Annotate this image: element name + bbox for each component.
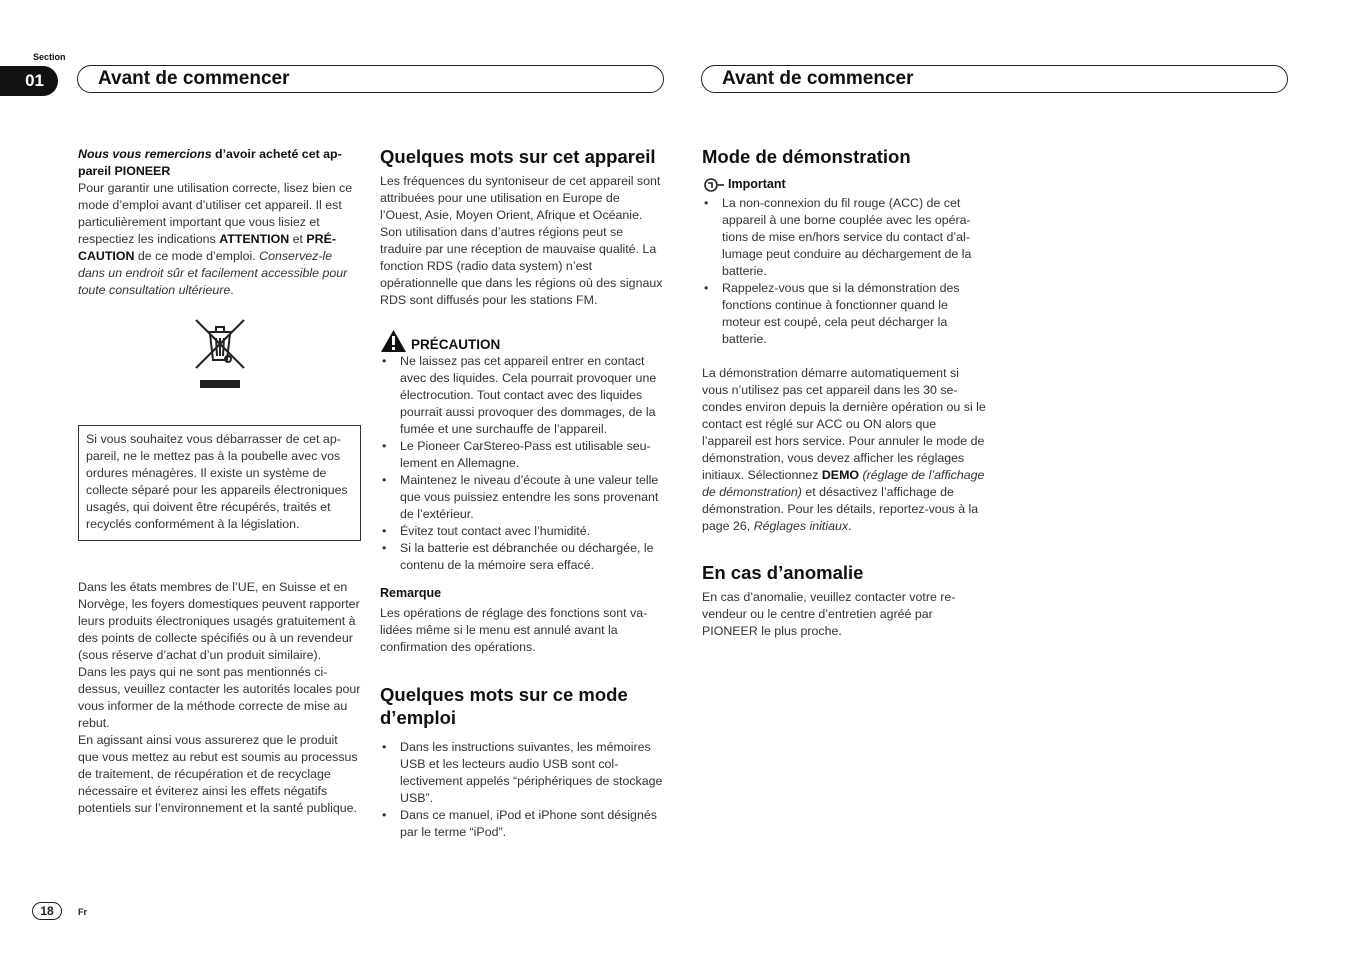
list-item: • Ne laissez pas cet appareil entrer en contact avec des liquides. Cela pourrait provoquer une électrocution. Tout contact avec des liquides pourrait aussi provoquer des dommages, de la fumée et une surchauffe de l’appareil.: [380, 353, 663, 438]
heading-demonstration: Mode de démonstration: [702, 146, 911, 167]
section-label: Section: [33, 52, 66, 62]
heading-mode-emploi: Quelques mots sur ce mode d’emploi: [380, 684, 628, 728]
header-right: Avant de commencer: [701, 65, 1288, 93]
header-left: Avant de commencer: [77, 65, 664, 93]
important-list: [702, 195, 987, 348]
heading-appareil: Quelques mots sur cet appareil: [380, 146, 656, 167]
anomaly-paragraph: En cas d’anomalie, veuillez contacter votre revendeur ou le centre d’entretien agréé par PIONEER le plus proche.: [702, 590, 956, 638]
list-item: • Rappelez-vous que si la démonstration des fonctions continue à fonctionner quand le moteur est coupé, cela peut décharger la batterie.: [702, 280, 987, 348]
list-item: • Si la batterie est débranchée ou déchargée, le contenu de la mémoire sera effacé.: [380, 540, 663, 574]
remark-title: Remarque: [380, 586, 442, 600]
eu-paragraph-1: Dans les états membres de l’UE, en Suisse et en Norvège, les foyers domestiques peuvent rapporter leurs produits électroniques usagés gratuitement à des points de collecte spécifiés ou à un revendeur (sous réserve d’achat d’un produit similaire).: [78, 580, 360, 662]
weee-symbol: [78, 318, 361, 395]
column-2: [380, 145, 663, 841]
appareil-paragraph: Les fréquences du syntoniseur de cet appareil sont attribuées pour une utilisation en Europe de l’Ouest, Asie, Moyen Orient, Afrique et Océanie. Son utilisation dans d’autres régions peut se traduire par une réception de mauvaise qualité. La fonction RDS (radio data system) n’est opérationnelle que dans les régions où des signaux RDS sont diffusés pour les stations FM.: [380, 174, 663, 307]
caution-list: [380, 353, 663, 574]
eu-paragraph-3: En agissant ainsi vous assurerez que le produit que vous mettez au rebut est soumis au processus de traitement, de récupération et de recyclage nécessaire et éviterez ainsi les effets négatifs potentiels sur l’environnement et la santé publique.: [78, 733, 358, 815]
important-header: Important: [702, 176, 987, 193]
caution-header: PRÉCAUTION: [380, 328, 663, 353]
language-code: Fr: [78, 907, 87, 917]
page-number: 18: [32, 902, 62, 920]
list-item: • Dans les instructions suivantes, les mémoires USB et les lecteurs audio USB sont collectivement appelés “périphériques de stockage USB”.: [380, 739, 663, 807]
remark-text: Les opérations de réglage des fonctions sont validées même si le menu est annulé avant la confirmation des opérations.: [380, 606, 648, 654]
warning-icon: [380, 329, 407, 353]
list-item: • Le Pioneer CarStereo-Pass est utilisable seulement en Allemagne.: [380, 438, 663, 472]
list-item: • Évitez tout contact avec l’humidité.: [380, 523, 663, 540]
section-number: 01: [0, 66, 58, 96]
list-item: • La non-connexion du fil rouge (ACC) de cet appareil à une borne couplée avec les opérations de mise en/hors service du contact d’allumage peut conduire au déchargement de la batterie.: [702, 195, 987, 280]
intro-paragraph: Pour garantir une utilisation correcte, lisez bien ce mode d’emploi avant d’utiliser cet appareil. Il est particulièrement important que vous lisiez et respectiez les indications ATTENTION et PRÉCAUTION de ce mode d’emploi. Conservez-le dans un endroit sûr et facilement accessible pour toute consultation ultérieure.: [78, 181, 353, 297]
important-icon: [702, 178, 726, 192]
column-3: [702, 145, 987, 640]
column-1: [78, 146, 361, 817]
crossed-bin-icon: [194, 318, 246, 390]
list-item: • Maintenez le niveau d’écoute à une valeur telle que vous puissiez entendre les sons provenant de l’extérieur.: [380, 472, 663, 523]
thanks-line: Nous vous remercions d’avoir acheté cet appareil PIONEER: [78, 147, 342, 178]
demo-paragraph: La démonstration démarre automatiquement si vous n’utilisez pas cet appareil dans les 30 secondes environ depuis la dernière opération ou si le contact est réglé sur ACC ou ON alors que l’appareil est hors service. Pour annuler le mode de démonstration, vous devez afficher les réglages initiaux. Sélectionnez DEMO (réglage de l’affichage de démonstration) et désactivez l’affichage de démonstration. Pour les détails, reportez-vous à la page 26, Réglages initiaux.: [702, 366, 986, 533]
list-item: • Dans ce manuel, iPod et iPhone sont désignés par le terme “iPod”.: [380, 807, 663, 841]
weee-notice-box: Si vous souhaitez vous débarrasser de cet appareil, ne le mettez pas à la poubelle avec vos ordures ménagères. Il existe un système de collecte séparé pour les appareils électroniques usagés, qui doivent être récupérés, traités et recyclés conformément à la législation.: [78, 425, 361, 541]
manual-list: [380, 739, 663, 841]
heading-anomalie: En cas d’anomalie: [702, 562, 864, 583]
eu-paragraph-2: Dans les pays qui ne sont pas mentionnés ci-dessus, veuillez contacter les autorités locales pour vous informer de la méthode correcte de mise au rebut.: [78, 665, 361, 730]
